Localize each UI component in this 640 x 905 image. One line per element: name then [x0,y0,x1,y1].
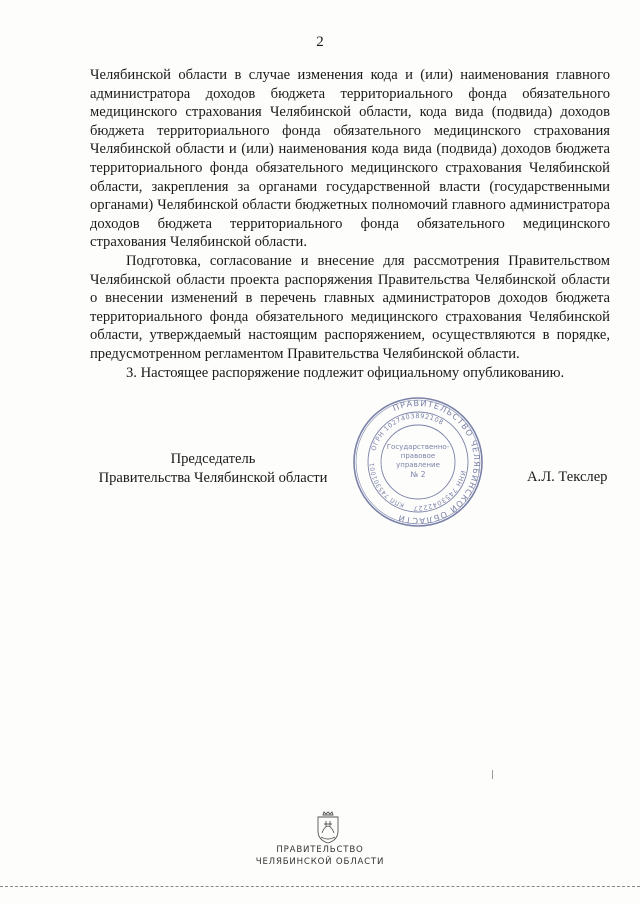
seal-inn: ИНН 7453042227 [412,469,468,513]
seal-inner-line4: № 2 [410,470,426,479]
seal-icon [351,395,485,529]
seal-ogrn: ОГРН 1027403892108 [369,411,446,452]
signatory-position-line1: Председатель [170,451,256,467]
page-bottom-edge [0,886,640,887]
page-number: 2 [316,34,324,50]
footer-line2: ЧЕЛЯБИНСКОЙ ОБЛАСТИ [255,857,385,867]
seal-ring-text: ПРАВИТЕЛЬСТВО ЧЕЛЯБИНСКОЙ ОБЛАСТИ [391,397,483,527]
scan-artifact [492,770,493,779]
signatory-position-line2: Правительства Челябинской области [98,469,328,486]
signatory-name: А.Л. Текслер [527,469,608,485]
footer-letterhead [0,844,640,868]
paragraph-preparation: Подготовка, согласование и внесение для рассмотрения Правительством Челябинской области проекта распоряжения Правительства Челябинской области о внесении изменений в перечень главных администраторов доходов бюджета территориального фонда обязательного медицинского страхования Челябинской области, утверждаемый настоящим распоряжением, осуществляются в порядке, предусмотренном регламентом Правительства Челябинской области. [90,252,610,362]
footer-line1: ПРАВИТЕЛЬСТВО [276,845,364,855]
seal-inner-line1: Государственно- [386,443,450,451]
paragraph-publication: 3. Настоящее распоряжение подлежит официальному опубликованию. [126,364,565,381]
coat-of-arms-icon [315,811,341,845]
signatory-position [92,450,334,487]
seal-kpp: КПП 745301001 [368,462,406,509]
seal-inner-line2: правовое [400,452,436,460]
document-body [90,66,610,382]
paragraph-continuation: Челябинской области в случае изменения кода и (или) наименования главного администратора доходов бюджета территориального фонда обязательного медицинского страхования Челябинской области, кода вида (подвида) доходов бюджета территориального фонда обязательного медицинского страхования Челябинской области и (или) наименования кода вида (подвида) доходов бюджета территориального фонда обязательного медицинского страхования Челябинской области, закрепления за органами государственной власти (государственными органами) Челябинской области бюджетных полномочий главного администратора доходов бюджета территориального фонда обязательного медицинского страхования Челябинской области. [90,67,610,251]
seal-inner-line3: управление [396,461,440,469]
official-seal [351,395,485,529]
